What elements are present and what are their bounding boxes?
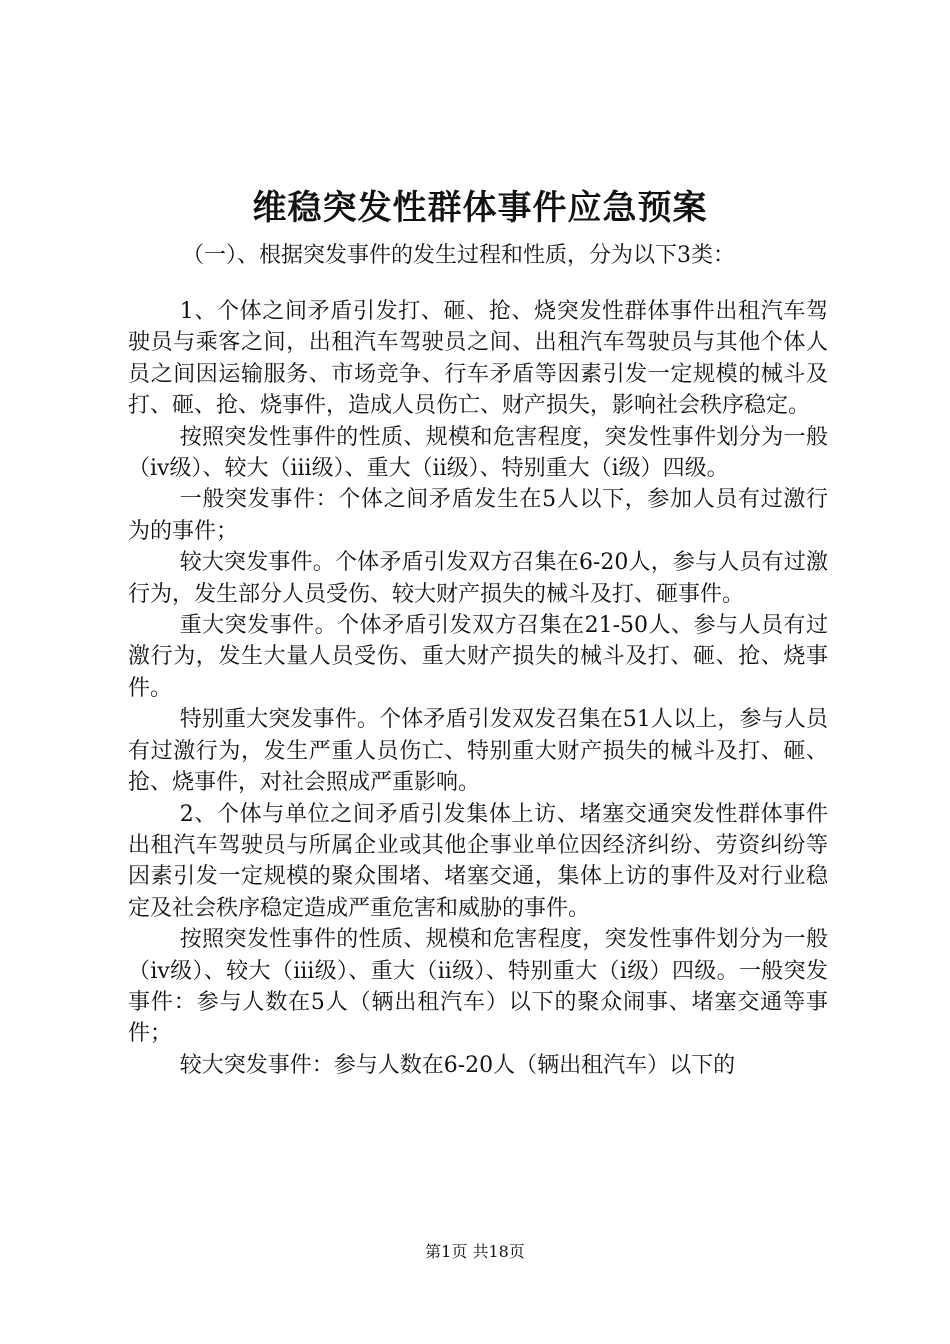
document-title: 维稳突发性群体事件应急预案 xyxy=(252,188,708,228)
document-body xyxy=(128,296,828,1081)
paragraph: 较大突发事件。个体矛盾引发双方召集在6-20人，参与人员有过激行为，发生部分人员受伤、较大财产损失的械斗及打、砸事件。 xyxy=(128,550,828,607)
paragraph: 重大突发事件。个体矛盾引发双方召集在21-50人、参与人员有过激行为，发生大量人员受伤、重大财产损失的械斗及打、砸、抢、烧事件。 xyxy=(128,613,828,701)
paragraph: 较大突发事件：参与人数在6-20人（辆出租汽车）以下的 xyxy=(179,1052,736,1078)
paragraph: 特别重大突发事件。个体矛盾引发双发召集在51人以上，参与人员有过激行为，发生严重人员伤亡、特别重大财产损失的械斗及打、砸、抢、烧事件，对社会照成严重影响。 xyxy=(128,707,828,796)
paragraph: 1、个体之间矛盾引发打、砸、抢、烧突发性群体事件出租汽车驾驶员与乘客之间，出租汽车驾驶员之间、出租汽车驾驶员与其他个体人员之间因运输服务、市场竞争、行车矛盾等因素引发一定规模的械斗及打、砸、抢、烧事件，造成人员伤亡、财产损失，影响社会秩序稳定。 xyxy=(128,299,828,419)
paragraph: 一般突发事件：个体之间矛盾发生在5人以下，参加人员有过激行为的事件； xyxy=(128,487,828,544)
paragraph: 2、个体与单位之间矛盾引发集体上访、堵塞交通突发性群体事件出租汽车驾驶员与所属企业或其他企事业单位因经济纠纷、劳资纠纷等因素引发一定规模的聚众围堵、堵塞交通，集体上访的事件及对行业稳定及社会秩序稳定造成严重危害和威胁的事件。 xyxy=(128,801,828,921)
section-heading: （一）、根据突发事件的发生过程和性质，分为以下3类： xyxy=(182,243,735,268)
paragraph: 按照突发性事件的性质、规模和危害程度，突发性事件划分为一般（iv级）、较大（iii级）、重大（ii级）、特别重大（i级）四级。 xyxy=(128,424,828,482)
page-number-footer: 第1页 共18页 xyxy=(425,1242,525,1261)
paragraph: 按照突发性事件的性质、规模和危害程度，突发性事件划分为一般（iv级）、较大（iii级）、重大（ii级）、特别重大（i级）四级。一般突发事件：参与人数在5人（辆出租汽车）以下的聚众闹事、堵塞交通等事件； xyxy=(128,927,828,1047)
